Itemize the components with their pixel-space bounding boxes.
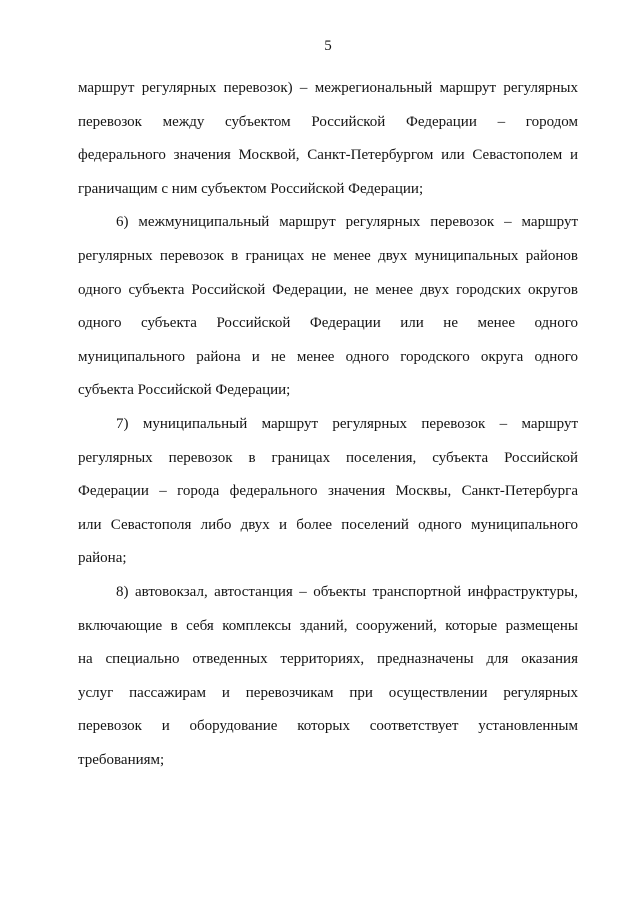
- text-line: регулярных перевозок в границах поселения, субъекта Российской: [78, 449, 578, 466]
- paragraph: [78, 576, 578, 778]
- text-line: или Севастополя либо двух и более поселений одного муниципального: [78, 516, 578, 533]
- text-line: 7) муниципальный маршрут регулярных перевозок – маршрут: [116, 415, 578, 432]
- paragraph: [78, 408, 578, 576]
- text-line: перевозок и оборудование которых соответствует установленным: [78, 718, 578, 735]
- text-line: муниципального района и не менее одного городского округа одного: [78, 348, 578, 365]
- text-line: граничащим с ним субъектом Российской Федерации;: [78, 180, 424, 197]
- text-line: одного субъекта Российской Федерации или не менее одного: [78, 315, 578, 332]
- text-line: федерального значения Москвой, Санкт-Петербургом или Севастополем и: [78, 147, 578, 164]
- text-line: услуг пассажирам и перевозчикам при осуществлении регулярных: [78, 684, 578, 701]
- paragraph: [78, 72, 578, 206]
- text-line: перевозок между субъектом Российской Федерации – городом: [78, 113, 578, 130]
- document-body: [78, 72, 578, 777]
- text-line: субъекта Российской Федерации;: [78, 382, 291, 399]
- text-line: регулярных перевозок в границах не менее двух муниципальных районов: [78, 247, 578, 264]
- text-line: маршрут регулярных перевозок) – межрегиональный маршрут регулярных: [78, 80, 578, 96]
- text-line: на специально отведенных территориях, предназначены для оказания: [78, 651, 578, 668]
- text-line: 8) автовокзал, автостанция – объекты транспортной инфраструктуры,: [116, 583, 578, 600]
- text-line: одного субъекта Российской Федерации, не менее двух городских округов: [78, 281, 578, 298]
- text-line: района;: [78, 550, 127, 567]
- page-number: 5: [324, 38, 332, 54]
- paragraph: [78, 206, 578, 408]
- text-line: Федерации – города федерального значения Москвы, Санкт-Петербурга: [78, 483, 578, 500]
- text-line: требованиям;: [78, 751, 165, 768]
- text-line: включающие в себя комплексы зданий, сооружений, которые размещены: [78, 617, 578, 634]
- text-line: 6) межмуниципальный маршрут регулярных перевозок – маршрут: [116, 214, 578, 231]
